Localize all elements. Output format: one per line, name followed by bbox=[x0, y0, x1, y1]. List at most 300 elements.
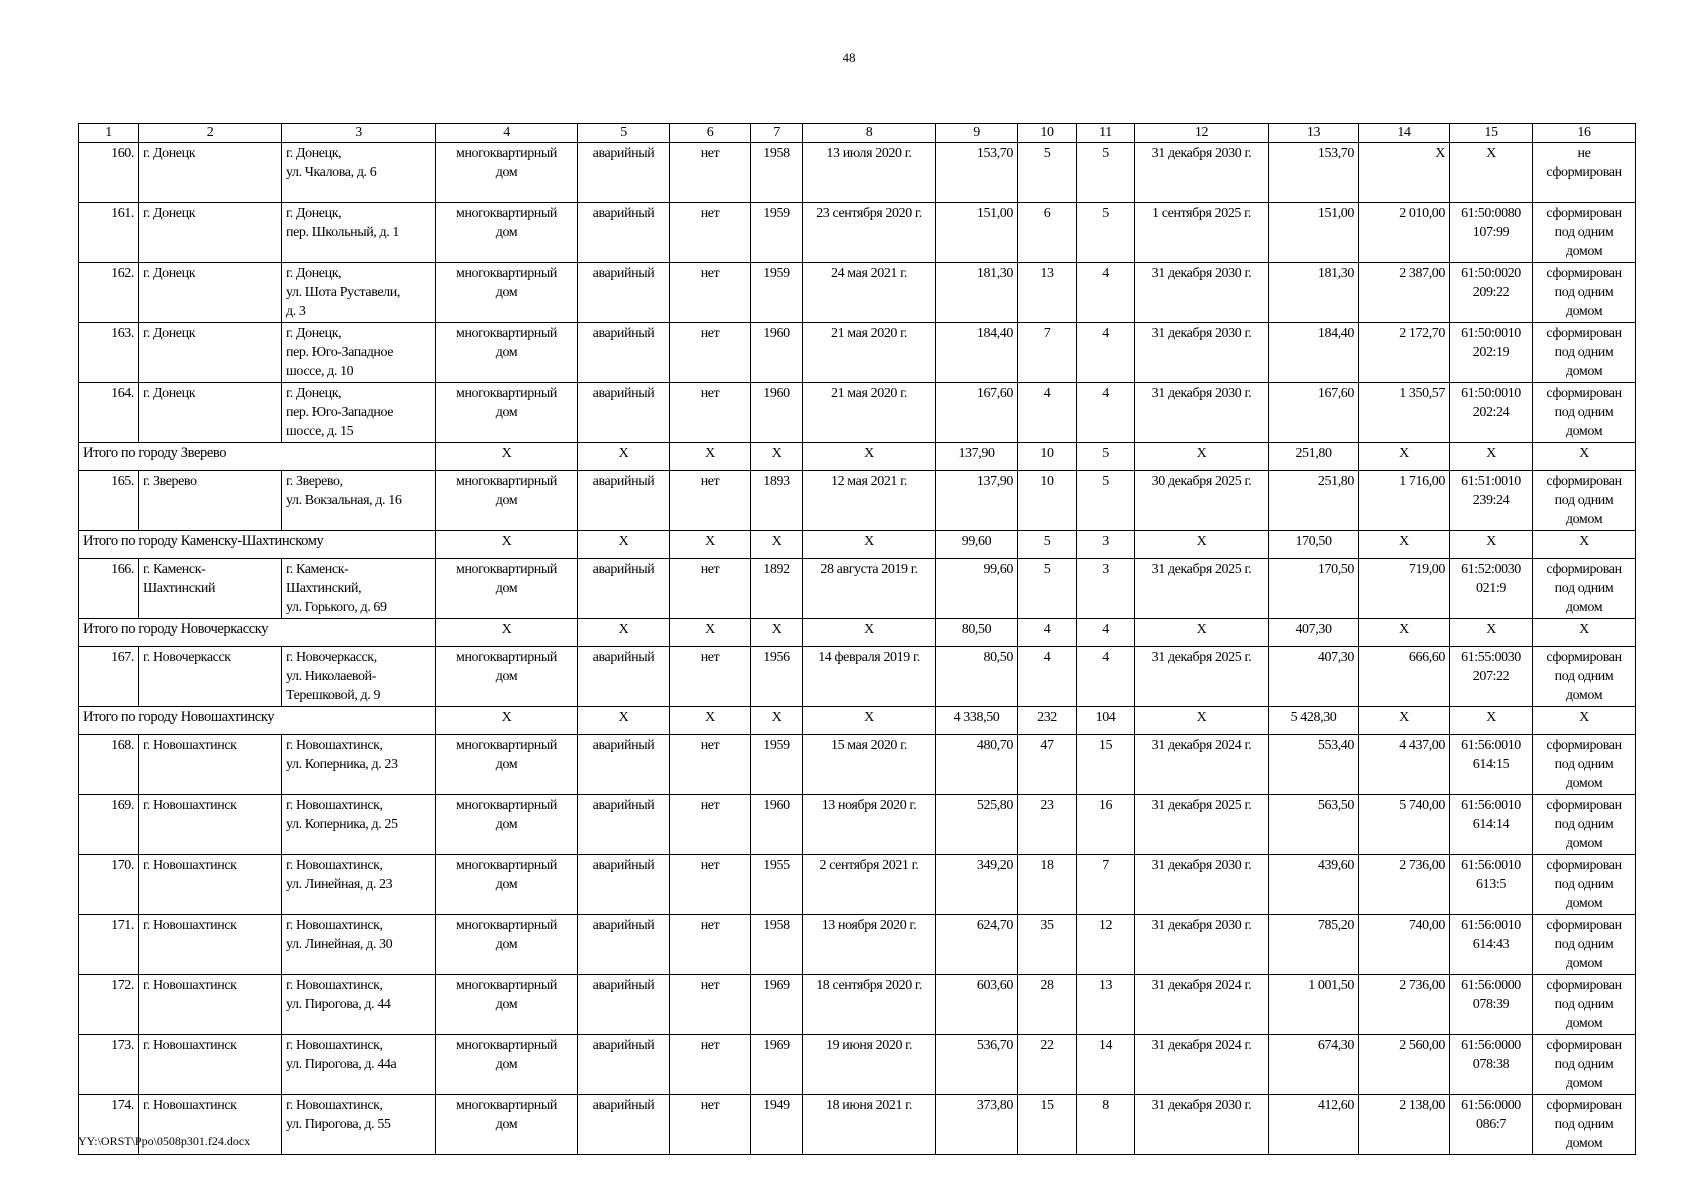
area-cell: 184,40 bbox=[936, 323, 1018, 383]
land-area-cell: 2 387,00 bbox=[1359, 263, 1450, 323]
resettled-cell: нет bbox=[670, 263, 751, 323]
planned-date-cell: 31 декабря 2025 г. bbox=[1135, 559, 1269, 619]
flats-cell: 4 bbox=[1077, 323, 1135, 383]
recognition-date-cell: 21 мая 2020 г. bbox=[803, 323, 936, 383]
subtotal-house-type: X bbox=[436, 531, 578, 559]
condition-cell: аварийный bbox=[578, 735, 670, 795]
house-type-cell: многоквартирный дом bbox=[436, 263, 578, 323]
total-area-cell: 184,40 bbox=[1269, 323, 1359, 383]
area-cell: 373,80 bbox=[936, 1095, 1018, 1155]
area-cell: 624,70 bbox=[936, 915, 1018, 975]
condition-cell: аварийный bbox=[578, 143, 670, 203]
recognition-date-cell: 21 мая 2020 г. bbox=[803, 383, 936, 443]
area-cell: 480,70 bbox=[936, 735, 1018, 795]
recognition-date-cell: 24 мая 2021 г. bbox=[803, 263, 936, 323]
column-number-cell: 5 bbox=[578, 124, 670, 143]
subtotal-year-built: X bbox=[751, 707, 803, 735]
house-type-cell: многоквартирный дом bbox=[436, 795, 578, 855]
table-row bbox=[79, 383, 1636, 443]
subtotal-land-status: X bbox=[1533, 443, 1636, 471]
column-number-cell: 11 bbox=[1077, 124, 1135, 143]
resettled-cell: нет bbox=[670, 855, 751, 915]
column-number-cell: 6 bbox=[670, 124, 751, 143]
land-status-cell: сформирован под одним домом bbox=[1533, 1035, 1636, 1095]
resettled-cell: нет bbox=[670, 647, 751, 707]
column-number-cell: 4 bbox=[436, 124, 578, 143]
year-built-cell: 1949 bbox=[751, 1095, 803, 1155]
planned-date-cell: 31 декабря 2030 г. bbox=[1135, 855, 1269, 915]
municipality-cell: г. Донецк bbox=[139, 143, 282, 203]
table-row bbox=[79, 647, 1636, 707]
subtotal-house-type: X bbox=[436, 707, 578, 735]
subtotal-year-built: X bbox=[751, 443, 803, 471]
cadastral-number-cell: 61:50:0010 202:19 bbox=[1450, 323, 1533, 383]
table-row bbox=[79, 1095, 1636, 1155]
housing-registry-table bbox=[78, 123, 1636, 1155]
land-status-cell: сформирован под одним домом bbox=[1533, 383, 1636, 443]
land-status-cell: сформирован под одним домом bbox=[1533, 471, 1636, 531]
row-number-cell: 174. bbox=[79, 1095, 139, 1155]
flats-cell: 15 bbox=[1077, 735, 1135, 795]
recognition-date-cell: 13 ноября 2020 г. bbox=[803, 915, 936, 975]
house-type-cell: многоквартирный дом bbox=[436, 559, 578, 619]
area-cell: 137,90 bbox=[936, 471, 1018, 531]
subtotal-row bbox=[79, 531, 1636, 559]
subtotal-residents: 4 bbox=[1018, 619, 1077, 647]
total-area-cell: 1 001,50 bbox=[1269, 975, 1359, 1035]
page-number: 48 bbox=[842, 50, 856, 65]
row-number-cell: 173. bbox=[79, 1035, 139, 1095]
subtotal-residents: 232 bbox=[1018, 707, 1077, 735]
subtotal-recognition-date: X bbox=[803, 619, 936, 647]
cadastral-number-cell: 61:55:0030 207:22 bbox=[1450, 647, 1533, 707]
column-number-cell: 3 bbox=[282, 124, 436, 143]
subtotal-planned-date: X bbox=[1135, 707, 1269, 735]
subtotal-area: 4 338,50 bbox=[936, 707, 1018, 735]
resettled-cell: нет bbox=[670, 203, 751, 263]
land-status-cell: не сформирован bbox=[1533, 143, 1636, 203]
table-row bbox=[79, 323, 1636, 383]
table-row bbox=[79, 795, 1636, 855]
recognition-date-cell: 13 ноября 2020 г. bbox=[803, 795, 936, 855]
total-area-cell: 167,60 bbox=[1269, 383, 1359, 443]
planned-date-cell: 31 декабря 2030 г. bbox=[1135, 143, 1269, 203]
planned-date-cell: 31 декабря 2024 г. bbox=[1135, 975, 1269, 1035]
recognition-date-cell: 2 сентября 2021 г. bbox=[803, 855, 936, 915]
total-area-cell: 785,20 bbox=[1269, 915, 1359, 975]
municipality-cell: г. Новошахтинск bbox=[139, 1035, 282, 1095]
land-status-cell: сформирован под одним домом bbox=[1533, 203, 1636, 263]
planned-date-cell: 1 сентября 2025 г. bbox=[1135, 203, 1269, 263]
municipality-cell: г. Новошахтинск bbox=[139, 735, 282, 795]
subtotal-recognition-date: X bbox=[803, 531, 936, 559]
planned-date-cell: 30 декабря 2025 г. bbox=[1135, 471, 1269, 531]
resettled-cell: нет bbox=[670, 795, 751, 855]
address-cell: г. Новошахтинск, ул. Пирогова, д. 44а bbox=[282, 1035, 436, 1095]
row-number-cell: 170. bbox=[79, 855, 139, 915]
area-cell: 99,60 bbox=[936, 559, 1018, 619]
condition-cell: аварийный bbox=[578, 795, 670, 855]
land-status-cell: сформирован под одним домом bbox=[1533, 323, 1636, 383]
house-type-cell: многоквартирный дом bbox=[436, 471, 578, 531]
residents-cell: 15 bbox=[1018, 1095, 1077, 1155]
subtotal-land-area: X bbox=[1359, 619, 1450, 647]
address-cell: г. Донецк, пер. Юго-Западное шоссе, д. 15 bbox=[282, 383, 436, 443]
year-built-cell: 1893 bbox=[751, 471, 803, 531]
planned-date-cell: 31 декабря 2030 г. bbox=[1135, 323, 1269, 383]
residents-cell: 47 bbox=[1018, 735, 1077, 795]
subtotal-total-area: 407,30 bbox=[1269, 619, 1359, 647]
column-number-cell: 14 bbox=[1359, 124, 1450, 143]
municipality-cell: г. Донецк bbox=[139, 263, 282, 323]
cadastral-number-cell: 61:50:0080 107:99 bbox=[1450, 203, 1533, 263]
year-built-cell: 1959 bbox=[751, 263, 803, 323]
subtotal-house-type: X bbox=[436, 619, 578, 647]
row-number-cell: 166. bbox=[79, 559, 139, 619]
subtotal-row bbox=[79, 707, 1636, 735]
house-type-cell: многоквартирный дом bbox=[436, 647, 578, 707]
flats-cell: 5 bbox=[1077, 203, 1135, 263]
house-type-cell: многоквартирный дом bbox=[436, 975, 578, 1035]
flats-cell: 8 bbox=[1077, 1095, 1135, 1155]
table-row bbox=[79, 203, 1636, 263]
address-cell: г. Донецк, пер. Юго-Западное шоссе, д. 10 bbox=[282, 323, 436, 383]
residents-cell: 35 bbox=[1018, 915, 1077, 975]
land-status-cell: сформирован под одним домом bbox=[1533, 647, 1636, 707]
year-built-cell: 1958 bbox=[751, 143, 803, 203]
resettled-cell: нет bbox=[670, 1035, 751, 1095]
municipality-cell: г. Новошахтинск bbox=[139, 975, 282, 1035]
subtotal-total-area: 170,50 bbox=[1269, 531, 1359, 559]
table-row bbox=[79, 735, 1636, 795]
flats-cell: 4 bbox=[1077, 647, 1135, 707]
column-number-cell: 2 bbox=[139, 124, 282, 143]
subtotal-label: Итого по городу Новочеркасску bbox=[79, 619, 436, 647]
subtotal-year-built: X bbox=[751, 531, 803, 559]
residents-cell: 4 bbox=[1018, 647, 1077, 707]
recognition-date-cell: 18 сентября 2020 г. bbox=[803, 975, 936, 1035]
residents-cell: 28 bbox=[1018, 975, 1077, 1035]
column-number-cell: 1 bbox=[79, 124, 139, 143]
subtotal-year-built: X bbox=[751, 619, 803, 647]
recognition-date-cell: 18 июня 2021 г. bbox=[803, 1095, 936, 1155]
condition-cell: аварийный bbox=[578, 263, 670, 323]
planned-date-cell: 31 декабря 2030 г. bbox=[1135, 1095, 1269, 1155]
house-type-cell: многоквартирный дом bbox=[436, 383, 578, 443]
cadastral-number-cell: 61:56:0000 078:39 bbox=[1450, 975, 1533, 1035]
planned-date-cell: 31 декабря 2030 г. bbox=[1135, 383, 1269, 443]
municipality-cell: г. Новошахтинск bbox=[139, 915, 282, 975]
residents-cell: 5 bbox=[1018, 143, 1077, 203]
municipality-cell: г. Донецк bbox=[139, 203, 282, 263]
subtotal-condition: X bbox=[578, 619, 670, 647]
residents-cell: 6 bbox=[1018, 203, 1077, 263]
residents-cell: 7 bbox=[1018, 323, 1077, 383]
subtotal-planned-date: X bbox=[1135, 619, 1269, 647]
house-type-cell: многоквартирный дом bbox=[436, 203, 578, 263]
land-status-cell: сформирован под одним домом bbox=[1533, 915, 1636, 975]
area-cell: 167,60 bbox=[936, 383, 1018, 443]
column-number-cell: 7 bbox=[751, 124, 803, 143]
residents-cell: 10 bbox=[1018, 471, 1077, 531]
row-number-cell: 161. bbox=[79, 203, 139, 263]
land-status-cell: сформирован под одним домом bbox=[1533, 263, 1636, 323]
cadastral-number-cell: 61:50:0010 202:24 bbox=[1450, 383, 1533, 443]
column-number-cell: 15 bbox=[1450, 124, 1533, 143]
resettled-cell: нет bbox=[670, 559, 751, 619]
condition-cell: аварийный bbox=[578, 323, 670, 383]
flats-cell: 14 bbox=[1077, 1035, 1135, 1095]
table-row bbox=[79, 1035, 1636, 1095]
year-built-cell: 1892 bbox=[751, 559, 803, 619]
area-cell: 151,00 bbox=[936, 203, 1018, 263]
subtotal-land-status: X bbox=[1533, 707, 1636, 735]
table-row bbox=[79, 263, 1636, 323]
condition-cell: аварийный bbox=[578, 1035, 670, 1095]
flats-cell: 4 bbox=[1077, 383, 1135, 443]
area-cell: 80,50 bbox=[936, 647, 1018, 707]
land-status-cell: сформирован под одним домом bbox=[1533, 1095, 1636, 1155]
land-status-cell: сформирован под одним домом bbox=[1533, 735, 1636, 795]
address-cell: г. Новошахтинск, ул. Коперника, д. 25 bbox=[282, 795, 436, 855]
year-built-cell: 1960 bbox=[751, 323, 803, 383]
planned-date-cell: 31 декабря 2030 г. bbox=[1135, 263, 1269, 323]
subtotal-flats: 104 bbox=[1077, 707, 1135, 735]
column-number-row bbox=[79, 124, 1636, 143]
recognition-date-cell: 14 февраля 2019 г. bbox=[803, 647, 936, 707]
total-area-cell: 181,30 bbox=[1269, 263, 1359, 323]
recognition-date-cell: 23 сентября 2020 г. bbox=[803, 203, 936, 263]
subtotal-resettled: X bbox=[670, 443, 751, 471]
area-cell: 153,70 bbox=[936, 143, 1018, 203]
condition-cell: аварийный bbox=[578, 471, 670, 531]
address-cell: г. Зверево, ул. Вокзальная, д. 16 bbox=[282, 471, 436, 531]
area-cell: 536,70 bbox=[936, 1035, 1018, 1095]
year-built-cell: 1969 bbox=[751, 975, 803, 1035]
land-status-cell: сформирован под одним домом bbox=[1533, 975, 1636, 1035]
address-cell: г. Новошахтинск, ул. Пирогова, д. 44 bbox=[282, 975, 436, 1035]
planned-date-cell: 31 декабря 2025 г. bbox=[1135, 795, 1269, 855]
subtotal-area: 80,50 bbox=[936, 619, 1018, 647]
year-built-cell: 1956 bbox=[751, 647, 803, 707]
flats-cell: 12 bbox=[1077, 915, 1135, 975]
land-area-cell: 719,00 bbox=[1359, 559, 1450, 619]
address-cell: г. Новошахтинск, ул. Линейная, д. 23 bbox=[282, 855, 436, 915]
subtotal-residents: 5 bbox=[1018, 531, 1077, 559]
row-number-cell: 165. bbox=[79, 471, 139, 531]
planned-date-cell: 31 декабря 2025 г. bbox=[1135, 647, 1269, 707]
residents-cell: 23 bbox=[1018, 795, 1077, 855]
table-row bbox=[79, 915, 1636, 975]
recognition-date-cell: 15 мая 2020 г. bbox=[803, 735, 936, 795]
municipality-cell: г. Новошахтинск bbox=[139, 795, 282, 855]
column-number-cell: 10 bbox=[1018, 124, 1077, 143]
land-area-cell: 2 560,00 bbox=[1359, 1035, 1450, 1095]
subtotal-row bbox=[79, 619, 1636, 647]
municipality-cell: г. Донецк bbox=[139, 323, 282, 383]
subtotal-flats: 4 bbox=[1077, 619, 1135, 647]
subtotal-area: 99,60 bbox=[936, 531, 1018, 559]
recognition-date-cell: 28 августа 2019 г. bbox=[803, 559, 936, 619]
address-cell: г. Донецк, пер. Школьный, д. 1 bbox=[282, 203, 436, 263]
resettled-cell: нет bbox=[670, 735, 751, 795]
column-number-cell: 9 bbox=[936, 124, 1018, 143]
total-area-cell: 412,60 bbox=[1269, 1095, 1359, 1155]
year-built-cell: 1958 bbox=[751, 915, 803, 975]
area-cell: 603,60 bbox=[936, 975, 1018, 1035]
resettled-cell: нет bbox=[670, 383, 751, 443]
residents-cell: 13 bbox=[1018, 263, 1077, 323]
municipality-cell: г. Новошахтинск bbox=[139, 1095, 282, 1155]
year-built-cell: 1960 bbox=[751, 383, 803, 443]
table-row bbox=[79, 975, 1636, 1035]
condition-cell: аварийный bbox=[578, 383, 670, 443]
total-area-cell: 674,30 bbox=[1269, 1035, 1359, 1095]
flats-cell: 3 bbox=[1077, 559, 1135, 619]
municipality-cell: г. Новошахтинск bbox=[139, 855, 282, 915]
subtotal-condition: X bbox=[578, 443, 670, 471]
recognition-date-cell: 12 мая 2021 г. bbox=[803, 471, 936, 531]
flats-cell: 16 bbox=[1077, 795, 1135, 855]
subtotal-planned-date: X bbox=[1135, 531, 1269, 559]
subtotal-condition: X bbox=[578, 707, 670, 735]
house-type-cell: многоквартирный дом bbox=[436, 1035, 578, 1095]
land-area-cell: 2 138,00 bbox=[1359, 1095, 1450, 1155]
subtotal-land-area: X bbox=[1359, 443, 1450, 471]
table-row bbox=[79, 559, 1636, 619]
column-number-cell: 16 bbox=[1533, 124, 1636, 143]
resettled-cell: нет bbox=[670, 1095, 751, 1155]
total-area-cell: 170,50 bbox=[1269, 559, 1359, 619]
flats-cell: 7 bbox=[1077, 855, 1135, 915]
column-number-cell: 12 bbox=[1135, 124, 1269, 143]
row-number-cell: 160. bbox=[79, 143, 139, 203]
land-area-cell: 1 716,00 bbox=[1359, 471, 1450, 531]
total-area-cell: 153,70 bbox=[1269, 143, 1359, 203]
cadastral-number-cell: 61:56:0010 613:5 bbox=[1450, 855, 1533, 915]
subtotal-resettled: X bbox=[670, 619, 751, 647]
house-type-cell: многоквартирный дом bbox=[436, 143, 578, 203]
condition-cell: аварийный bbox=[578, 1095, 670, 1155]
planned-date-cell: 31 декабря 2024 г. bbox=[1135, 1035, 1269, 1095]
address-cell: г. Новошахтинск, ул. Линейная, д. 30 bbox=[282, 915, 436, 975]
area-cell: 181,30 bbox=[936, 263, 1018, 323]
subtotal-area: 137,90 bbox=[936, 443, 1018, 471]
residents-cell: 22 bbox=[1018, 1035, 1077, 1095]
residents-cell: 4 bbox=[1018, 383, 1077, 443]
subtotal-land-status: X bbox=[1533, 619, 1636, 647]
municipality-cell: г. Новочеркасск bbox=[139, 647, 282, 707]
subtotal-cadastral-number: X bbox=[1450, 707, 1533, 735]
address-cell: г. Новошахтинск, ул. Пирогова, д. 55 bbox=[282, 1095, 436, 1155]
subtotal-land-area: X bbox=[1359, 707, 1450, 735]
cadastral-number-cell: 61:51:0010 239:24 bbox=[1450, 471, 1533, 531]
table-row bbox=[79, 471, 1636, 531]
condition-cell: аварийный bbox=[578, 559, 670, 619]
column-number-cell: 8 bbox=[803, 124, 936, 143]
address-cell: г. Новочеркасск, ул. Николаевой- Терешковой, д. 9 bbox=[282, 647, 436, 707]
condition-cell: аварийный bbox=[578, 855, 670, 915]
land-area-cell: 740,00 bbox=[1359, 915, 1450, 975]
house-type-cell: многоквартирный дом bbox=[436, 323, 578, 383]
column-number-cell: 13 bbox=[1269, 124, 1359, 143]
subtotal-flats: 3 bbox=[1077, 531, 1135, 559]
condition-cell: аварийный bbox=[578, 647, 670, 707]
cadastral-number-cell: X bbox=[1450, 143, 1533, 203]
total-area-cell: 553,40 bbox=[1269, 735, 1359, 795]
subtotal-condition: X bbox=[578, 531, 670, 559]
subtotal-residents: 10 bbox=[1018, 443, 1077, 471]
land-area-cell: 5 740,00 bbox=[1359, 795, 1450, 855]
subtotal-label: Итого по городу Зверево bbox=[79, 443, 436, 471]
table-body bbox=[79, 124, 1636, 1155]
address-cell: г. Каменск- Шахтинский, ул. Горького, д. 69 bbox=[282, 559, 436, 619]
row-number-cell: 169. bbox=[79, 795, 139, 855]
address-cell: г. Новошахтинск, ул. Коперника, д. 23 bbox=[282, 735, 436, 795]
land-area-cell: 2 736,00 bbox=[1359, 975, 1450, 1035]
municipality-cell: г. Зверево bbox=[139, 471, 282, 531]
area-cell: 525,80 bbox=[936, 795, 1018, 855]
residents-cell: 18 bbox=[1018, 855, 1077, 915]
cadastral-number-cell: 61:50:0020 209:22 bbox=[1450, 263, 1533, 323]
subtotal-total-area: 251,80 bbox=[1269, 443, 1359, 471]
year-built-cell: 1959 bbox=[751, 203, 803, 263]
cadastral-number-cell: 61:56:0000 086:7 bbox=[1450, 1095, 1533, 1155]
municipality-cell: г. Каменск- Шахтинский bbox=[139, 559, 282, 619]
total-area-cell: 407,30 bbox=[1269, 647, 1359, 707]
year-built-cell: 1955 bbox=[751, 855, 803, 915]
recognition-date-cell: 19 июня 2020 г. bbox=[803, 1035, 936, 1095]
resettled-cell: нет bbox=[670, 143, 751, 203]
subtotal-recognition-date: X bbox=[803, 443, 936, 471]
flats-cell: 5 bbox=[1077, 471, 1135, 531]
row-number-cell: 171. bbox=[79, 915, 139, 975]
subtotal-cadastral-number: X bbox=[1450, 443, 1533, 471]
subtotal-label: Итого по городу Каменску-Шахтинскому bbox=[79, 531, 436, 559]
house-type-cell: многоквартирный дом bbox=[436, 915, 578, 975]
resettled-cell: нет bbox=[670, 975, 751, 1035]
year-built-cell: 1960 bbox=[751, 795, 803, 855]
subtotal-total-area: 5 428,30 bbox=[1269, 707, 1359, 735]
land-area-cell: X bbox=[1359, 143, 1450, 203]
condition-cell: аварийный bbox=[578, 915, 670, 975]
house-type-cell: многоквартирный дом bbox=[436, 735, 578, 795]
table-row bbox=[79, 855, 1636, 915]
total-area-cell: 251,80 bbox=[1269, 471, 1359, 531]
cadastral-number-cell: 61:56:0010 614:14 bbox=[1450, 795, 1533, 855]
row-number-cell: 163. bbox=[79, 323, 139, 383]
year-built-cell: 1959 bbox=[751, 735, 803, 795]
cadastral-number-cell: 61:56:0010 614:43 bbox=[1450, 915, 1533, 975]
land-area-cell: 4 437,00 bbox=[1359, 735, 1450, 795]
residents-cell: 5 bbox=[1018, 559, 1077, 619]
recognition-date-cell: 13 июля 2020 г. bbox=[803, 143, 936, 203]
row-number-cell: 162. bbox=[79, 263, 139, 323]
land-status-cell: сформирован под одним домом bbox=[1533, 559, 1636, 619]
subtotal-cadastral-number: X bbox=[1450, 531, 1533, 559]
subtotal-resettled: X bbox=[670, 531, 751, 559]
total-area-cell: 563,50 bbox=[1269, 795, 1359, 855]
flats-cell: 4 bbox=[1077, 263, 1135, 323]
house-type-cell: многоквартирный дом bbox=[436, 855, 578, 915]
flats-cell: 5 bbox=[1077, 143, 1135, 203]
address-cell: г. Донецк, ул. Чкалова, д. 6 bbox=[282, 143, 436, 203]
resettled-cell: нет bbox=[670, 915, 751, 975]
area-cell: 349,20 bbox=[936, 855, 1018, 915]
planned-date-cell: 31 декабря 2024 г. bbox=[1135, 735, 1269, 795]
total-area-cell: 151,00 bbox=[1269, 203, 1359, 263]
municipality-cell: г. Донецк bbox=[139, 383, 282, 443]
